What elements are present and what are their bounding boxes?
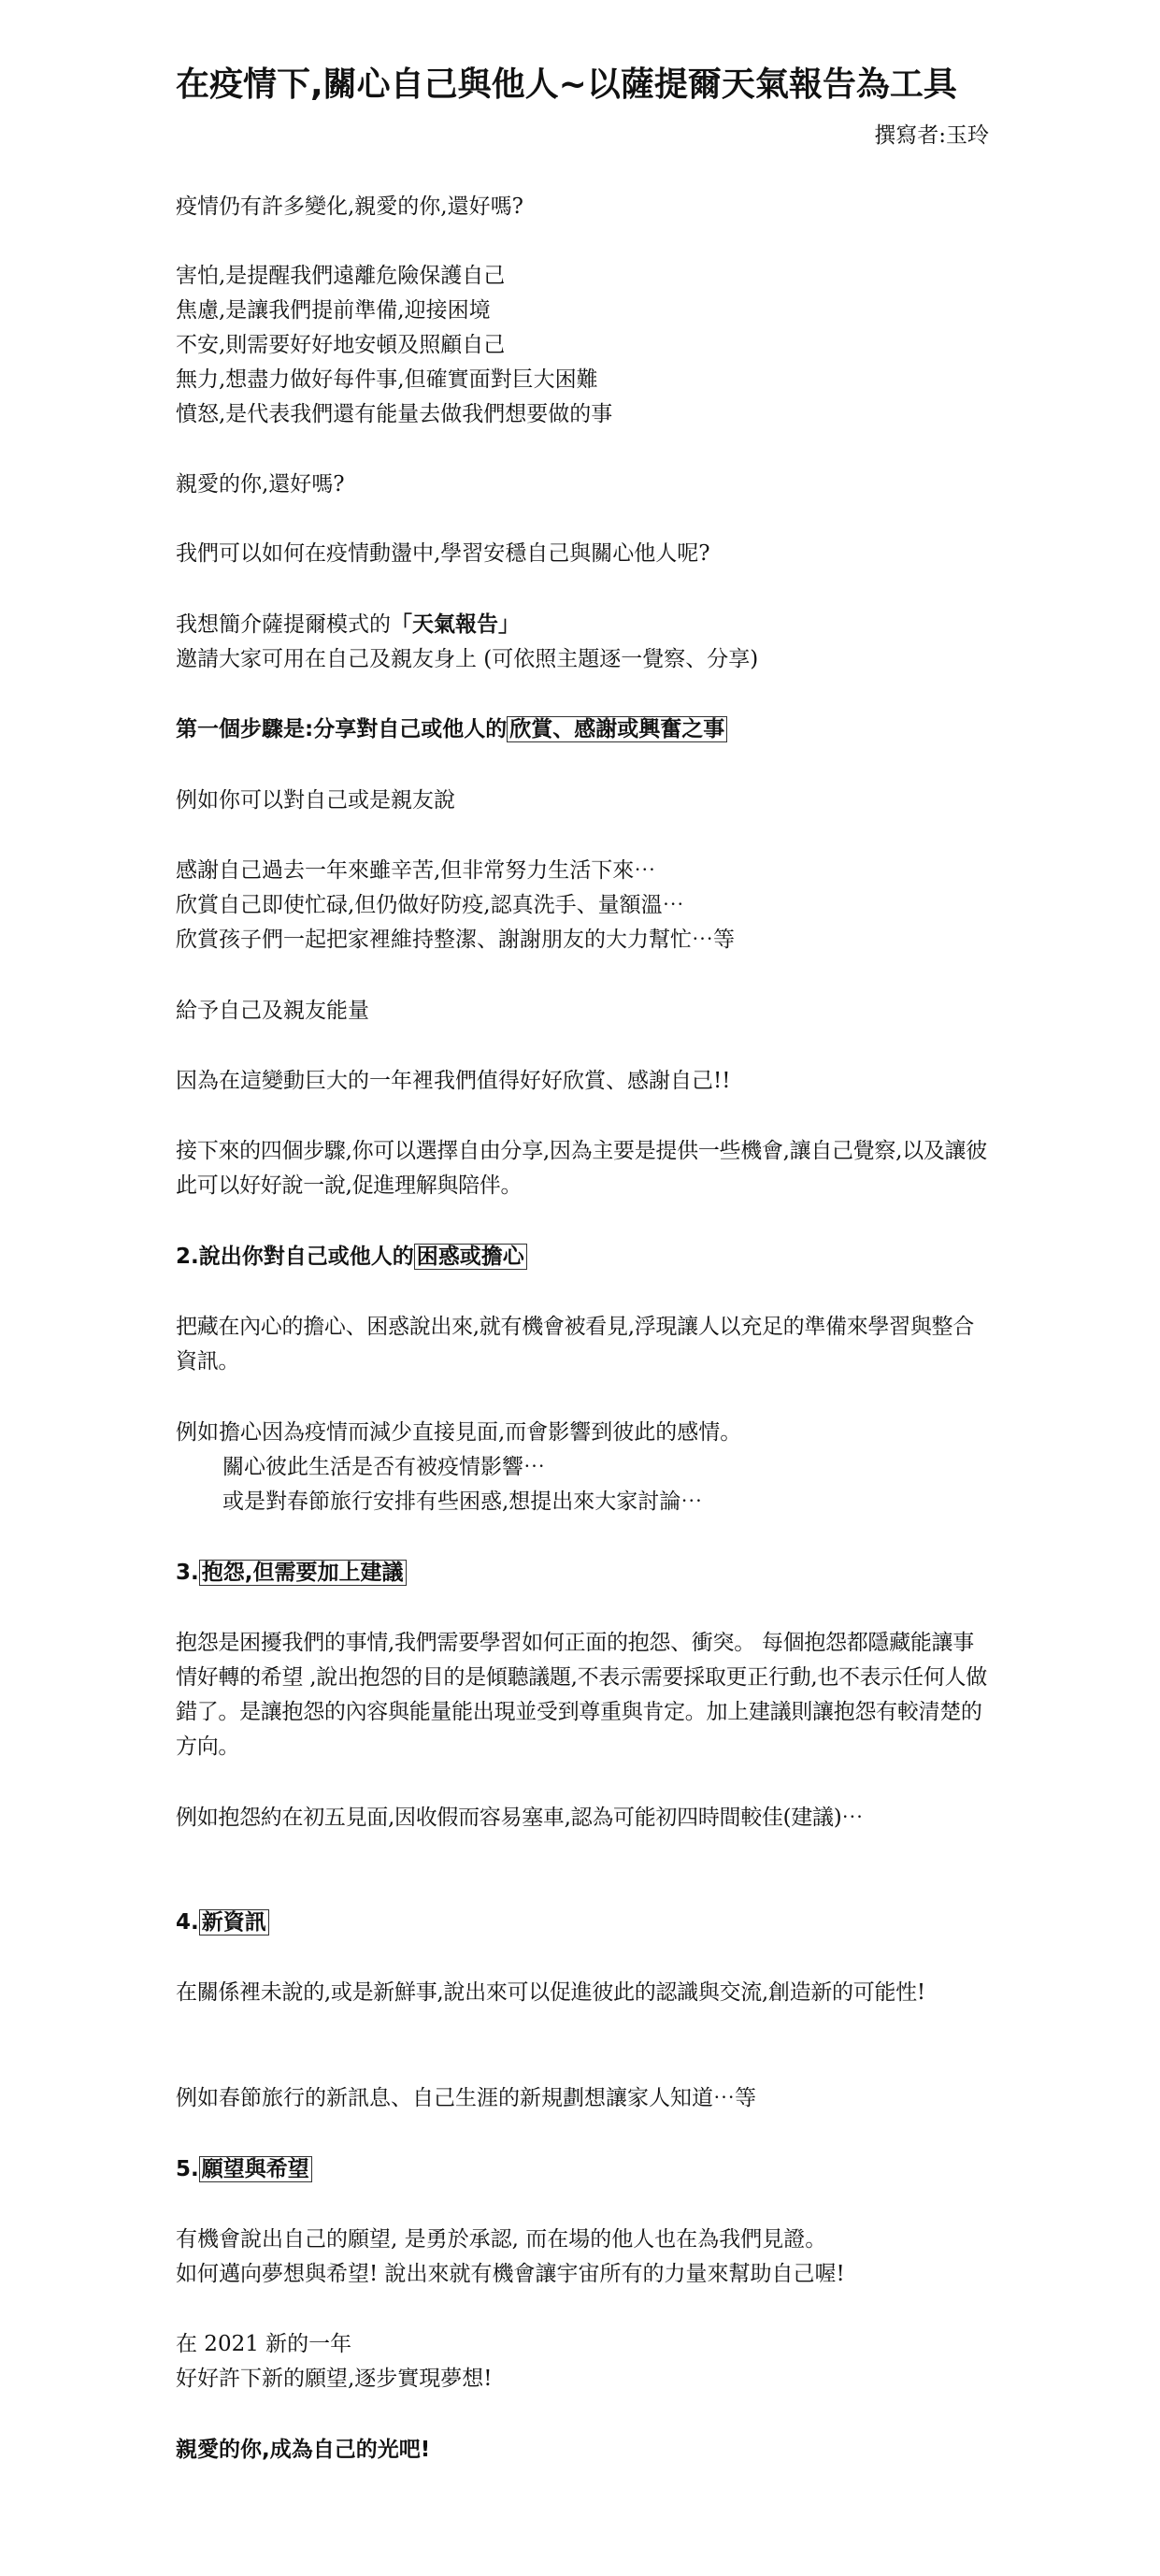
intro-question: 我們可以如何在疫情動盪中,學習安穩自己與關心他人呢? [176,541,710,566]
emotion-line-1: 害怕,是提醒我們遠離危險保護自己 [176,264,506,288]
step5-year-line-1: 在 2021 新的一年 [176,2332,352,2356]
step5-heading-boxed: 願望與希望 [199,2156,312,2182]
document-title: 在疫情下,關心自己與他人~以薩提爾天氣報告為工具 [176,65,957,104]
closing-line: 親愛的你,成為自己的光吧! [176,2438,431,2462]
step4-heading-boxed: 新資訊 [199,1909,269,1936]
step2-heading [176,1240,989,1274]
step1-heading [176,712,989,747]
step4-heading [176,1906,989,1940]
step5-heading [176,2152,989,2187]
intro-greeting: 疫情仍有許多變化,親愛的你,還好嗎? [176,194,523,219]
step1-example-intro: 例如你可以對自己或是親友說 [176,788,455,813]
invite-line: 邀請大家可用在自己及親友身上 (可依照主題逐一覺察、分享) [176,647,759,671]
step2-sub-example-2: 或是對春節旅行安排有些困惑,想提出來大家討論⋯ [222,1489,703,1514]
step3-body: 抱怨是困擾我們的事情,我們需要學習如何正面的抱怨、衝突。 每個抱怨都隱藏能讓事情好轉的希望 ,說出抱怨的目的是傾聽議題,不表示需要採取更正行動,也不表示任何人做錯了。是讓抱怨的內容與能量能出現並受到尊重與肯定。加上建議則讓抱怨有較清楚的方向。 [176,1631,987,1759]
emotion-line-4: 無力,想盡力做好每件事,但確實面對巨大困難 [176,367,598,392]
introduce-line [176,608,989,642]
introduce-prefix: 我想簡介薩提爾模式的 [176,612,391,637]
step3-heading-boxed: 抱怨,但需要加上建議 [199,1560,407,1586]
step5-heading-prefix: 5. [176,2157,199,2181]
step2-body: 把藏在內心的擔心、困惑說出來,就有機會被看見,浮現讓人以充足的準備來學習與整合資訊。 [176,1315,974,1374]
step1-next-steps: 接下來的四個步驟,你可以選擇自由分享,因為主要是提供一些機會,讓自己覺察,以及讓彼此可以好好說一說,促進理解與陪伴。 [176,1139,987,1198]
step1-example-1: 感謝自己過去一年來雖辛苦,但非常努力生活下來⋯ [176,858,656,883]
emotion-line-3: 不安,則需要好好地安頓及照顧自己 [176,333,506,357]
step2-sub-example-1: 關心彼此生活是否有被疫情影響⋯ [222,1455,545,1479]
step4-heading-prefix: 4. [176,1910,199,1935]
step5-line-2: 如何邁向夢想與希望! 說出來就有機會讓宇宙所有的力量來幫助自己喔! [176,2262,845,2286]
emotion-line-5: 憤怒,是代表我們還有能量去做我們想要做的事 [176,402,613,426]
author-line: 撰寫者:玉玲 [874,123,989,148]
step2-example: 例如擔心因為疫情而減少直接見面,而會影響到彼此的感情。 [176,1420,742,1445]
step1-heading-boxed: 欣賞、感謝或興奮之事 [507,716,727,742]
ask-again: 親愛的你,還好嗎? [176,472,345,496]
step1-energy: 給予自己及親友能量 [176,999,369,1023]
step4-example: 例如春節旅行的新訊息、自己生涯的新規劃想讓家人知道⋯等 [176,2086,756,2110]
step3-heading-prefix: 3. [176,1561,199,1585]
step1-heading-prefix: 第一個步驟是:分享對自己或他人的 [176,717,508,741]
emotion-line-2: 焦慮,是讓我們提前準備,迎接困境 [176,298,491,323]
step2-heading-prefix: 2.說出你對自己或他人的 [176,1245,414,1269]
step3-example: 例如抱怨約在初五見面,因收假而容易塞車,認為可能初四時間較佳(建議)⋯ [176,1806,864,1830]
step2-heading-boxed: 困惑或擔心 [414,1244,527,1270]
step1-example-3: 欣賞孩子們一起把家裡維持整潔、謝謝朋友的大力幫忙⋯等 [176,928,735,952]
step1-example-2: 欣賞自己即使忙碌,但仍做好防疫,認真洗手、量額溫⋯ [176,893,684,917]
step4-body: 在關係裡未說的,或是新鮮事,說出來可以促進彼此的認識與交流,創造新的可能性! [176,1980,925,2005]
step5-line-1: 有機會說出自己的願望, 是勇於承認, 而在場的他人也在為我們見證。 [176,2227,827,2252]
step3-heading [176,1556,989,1590]
step5-year-line-2: 好好許下新的願望,逐步實現夢想! [176,2367,493,2391]
step1-worthy: 因為在這變動巨大的一年裡我們值得好好欣賞、感謝自己!! [176,1069,731,1093]
weather-report-term: 「天氣報告」 [391,612,520,637]
